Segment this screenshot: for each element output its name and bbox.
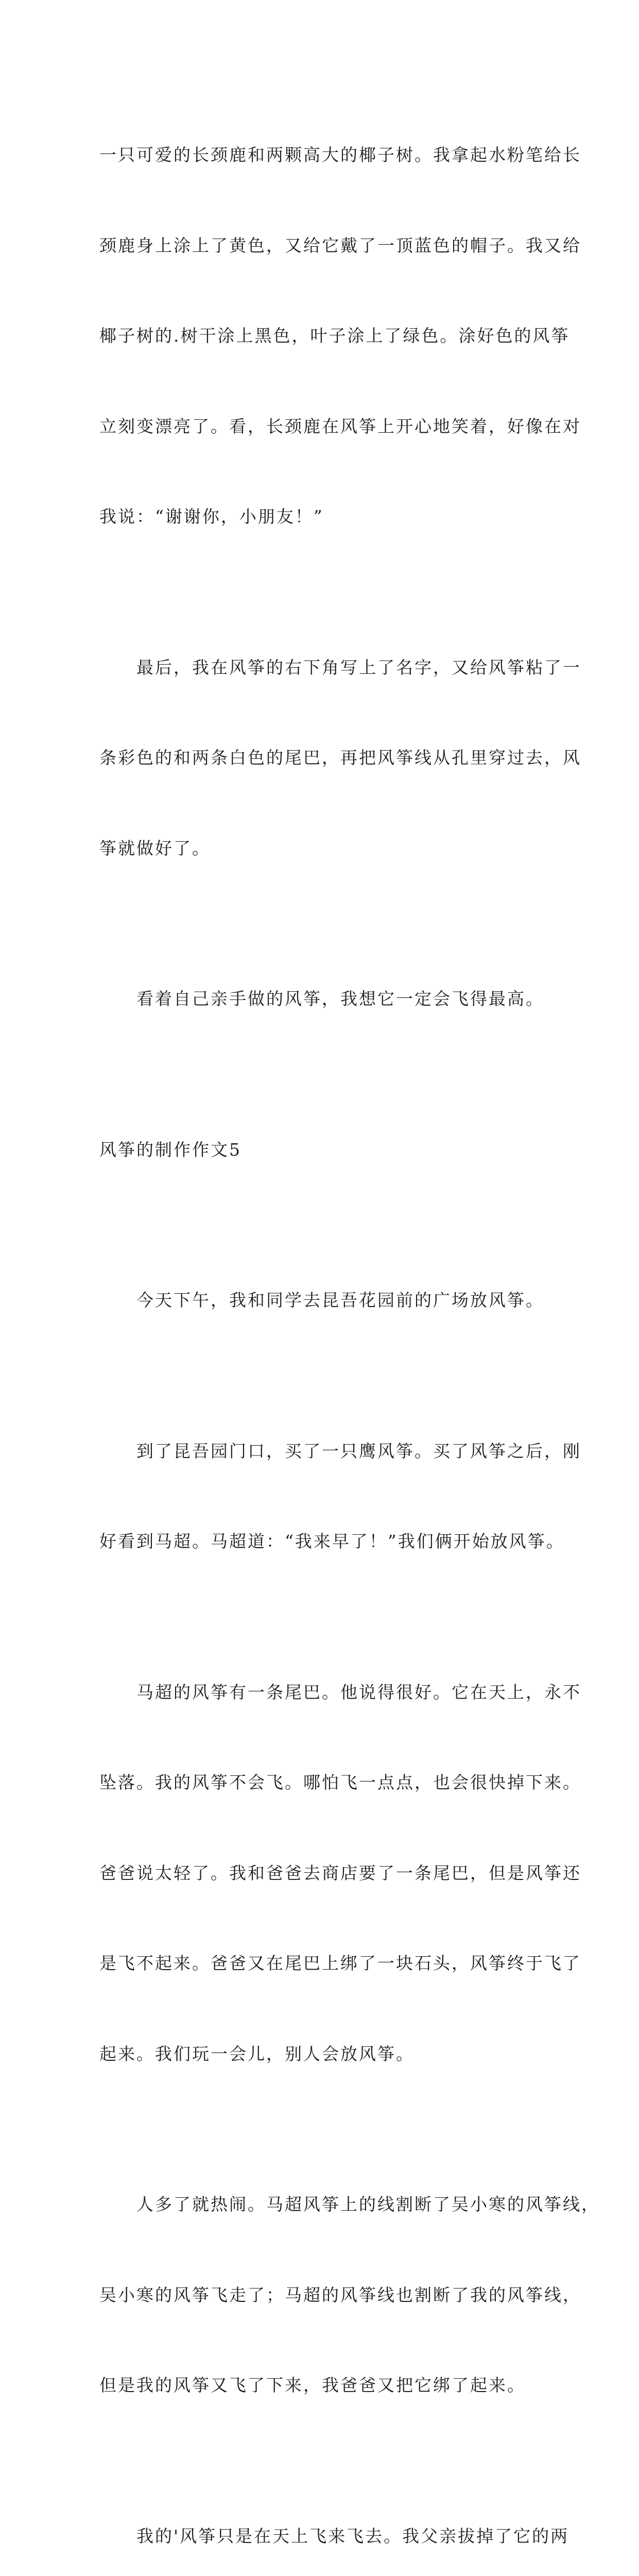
text-line: 到了昆吾园门口，买了一只鹰风筝。买了风筝之后，刚 — [99, 1436, 547, 1467]
text-line: 人多了就热闹。马超风筝上的线割断了吴小寒的风筝线， — [99, 2190, 547, 2220]
essay-heading — [99, 1075, 547, 1226]
text-line: 我说：“谢谢你，小朋友！” — [99, 502, 547, 532]
text-line: 吴小寒的风筝飞走了；马超的风筝线也割断了我的风筝线， — [99, 2280, 547, 2311]
text-line: 坠落。我的风筝不会飞。哪怕飞一点点，也会很快掉下来。 — [99, 1768, 547, 1798]
text-line: 条彩色的和两条白色的尾巴，再把风筝线从孔里穿过去，风 — [99, 743, 547, 773]
paragraph-conclusion — [99, 924, 547, 1075]
text-line: 好看到马超。马超道：“我来早了！”我们俩开始放风筝。 — [99, 1527, 547, 1557]
text-line: 看着自己亲手做的风筝，我想它一定会飞得最高。 — [99, 984, 547, 1014]
text-line: 起来。我们玩一会儿，别人会放风筝。 — [99, 2039, 547, 2070]
text-line: 一只可爱的长颈鹿和两颗高大的椰子树。我拿起水粉笔给长 — [99, 140, 547, 171]
text-line: 爸爸说太轻了。我和爸爸去商店要了一条尾巴，但是风筝还 — [99, 1858, 547, 1889]
text-line: 我的'风筝只是在天上飞来飞去。我父亲拔掉了它的两 — [99, 2521, 547, 2552]
text-line: 颈鹿身上涂上了黄色，又给它戴了一顶蓝色的帽子。我又给 — [99, 231, 547, 261]
heading-line: 风筝的制作作文5 — [99, 1135, 547, 1165]
document-page — [99, 80, 547, 2576]
paragraph-giraffe-coloring — [99, 80, 547, 592]
text-line: 最后，我在风筝的右下角写上了名字，又给风筝粘了一 — [99, 653, 547, 683]
paragraph-father — [99, 2461, 547, 2576]
paragraph-crowd — [99, 2129, 547, 2461]
paragraph-afternoon — [99, 1225, 547, 1376]
text-line: 是飞不起来。爸爸又在尾巴上绑了一块石头，风筝终于飞了 — [99, 1948, 547, 1979]
text-line: 筝就做好了。 — [99, 834, 547, 864]
paragraph-finishing-kite — [99, 592, 547, 924]
text-line: 但是我的风筝又飞了下来，我爸爸又把它绑了起来。 — [99, 2370, 547, 2401]
text-line: 今天下午，我和同学去昆吾花园前的广场放风筝。 — [99, 1285, 547, 1316]
text-line: 马超的风筝有一条尾巴。他说得很好。它在天上，永不 — [99, 1677, 547, 1708]
text-line: 椰子树的.树干涂上黑色，叶子涂上了绿色。涂好色的风筝 — [99, 321, 547, 351]
paragraph-kite-tail — [99, 1617, 547, 2130]
text-line: 立刻变漂亮了。看，长颈鹿在风筝上开心地笑着，好像在对 — [99, 412, 547, 442]
paragraph-garden-gate — [99, 1376, 547, 1617]
